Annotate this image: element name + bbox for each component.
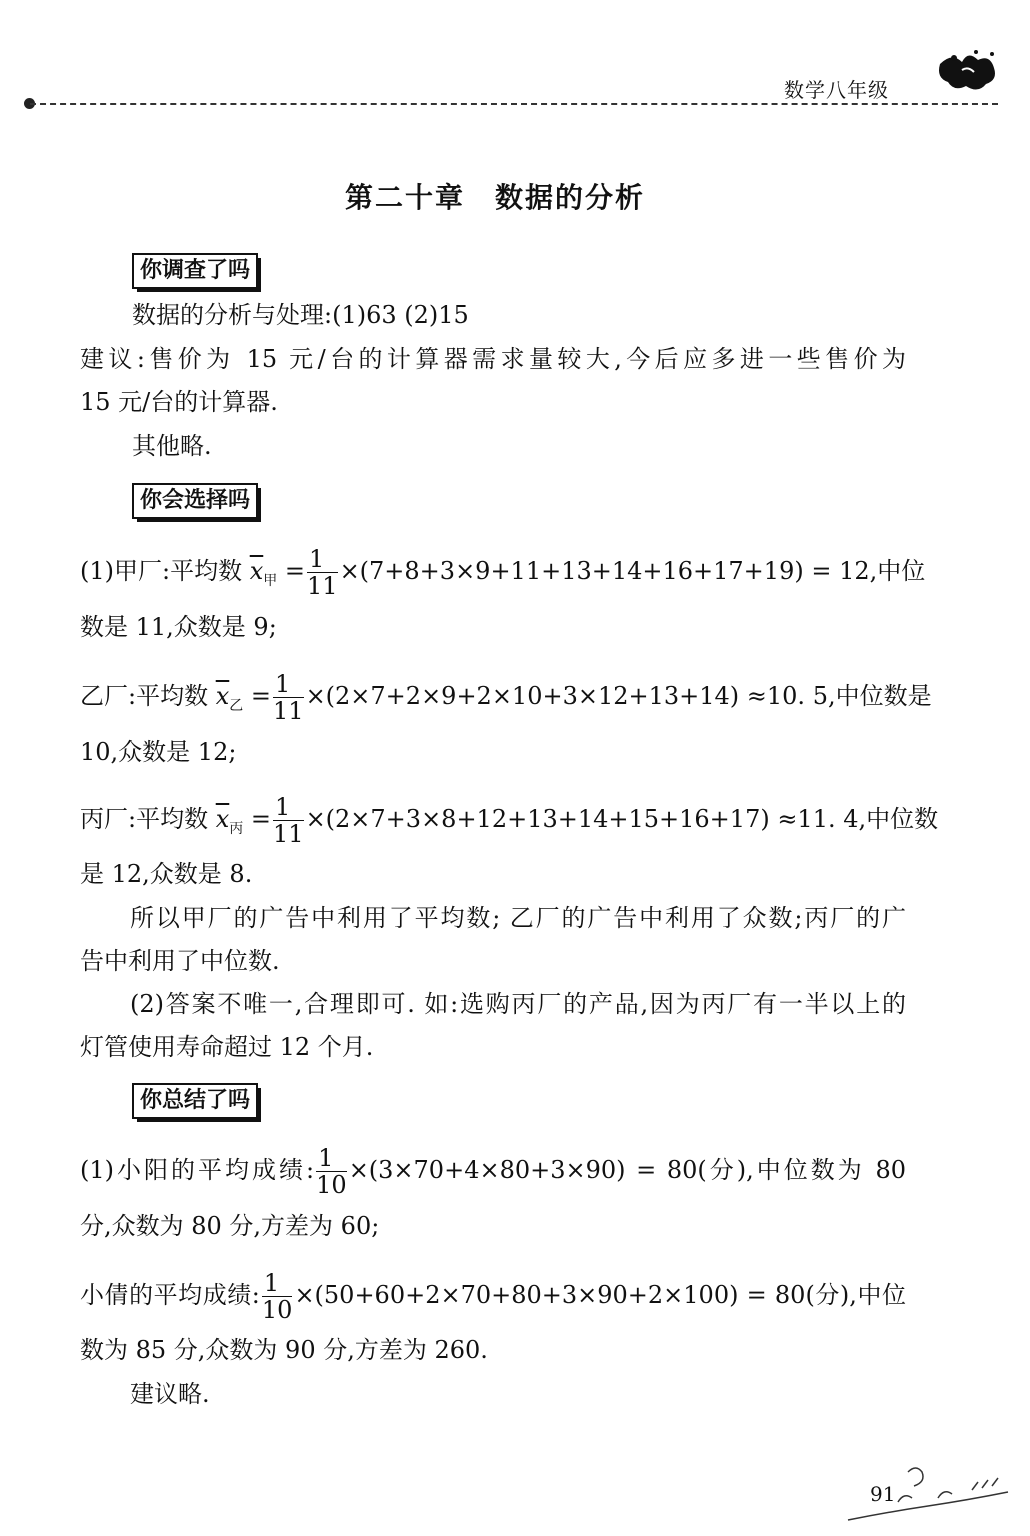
header-ornament-icon (932, 44, 1002, 96)
section-label-summary: 你总结了吗 (132, 1083, 258, 1119)
fraction: $\frac{1}{10}$ (316, 1144, 347, 1199)
s3-end: 建议略. (130, 1380, 210, 1408)
s2-factory-b-line: 乙厂:平均数 $\overline{x}_乙$ = $\frac{1}{11}$ ×(2×7+2×9+2×10+3×12+13+14) ≈10. 5,中位数是 (80, 670, 932, 725)
s2-factory-b-cont: 10,众数是 12; (80, 738, 237, 766)
s2-part2-line2: 灯管使用寿命超过 12 个月. (80, 1033, 374, 1061)
chapter-name: 数据的分析 (495, 181, 646, 214)
s2-factory-a-line: (1)甲厂:平均数 $\overline{x}_甲$ = $\frac{1}{11}$ ×(7+8+3×9+11+13+14+16+17+19) = 12,中位 (80, 545, 926, 600)
s1-line4: 其他略. (132, 432, 212, 460)
s2-factory-c-cont: 是 12,众数是 8. (80, 860, 253, 888)
footer-ornament-icon (838, 1462, 1018, 1532)
page-number: 91 (870, 1482, 896, 1506)
s3-qian-cont: 数为 85 分,众数为 90 分,方差为 260. (80, 1336, 488, 1364)
s1-line1: 数据的分析与处理:(1)63 (2)15 (132, 301, 469, 329)
s3-qian-line: 小倩的平均成绩: $\frac{1}{10}$ ×(50+60+2×70+80+3×90+2×100) = 80(分),中位 (80, 1269, 906, 1324)
fraction: $\frac{1}{11}$ (273, 670, 304, 725)
s2-factory-c-line: 丙厂:平均数 $\overline{x}_丙$ = $\frac{1}{11}$ ×(2×7+3×8+12+13+14+15+16+17) ≈11. 4,中位数 (80, 793, 939, 848)
header-subject: 数学八年级 (784, 78, 889, 102)
s3-yang-line: (1)小阳的平均成绩: $\frac{1}{10}$ ×(3×70+4×80+3×90) = 80(分),中位数为 80 (80, 1144, 906, 1199)
s1-line3: 15 元/台的计算器. (80, 388, 278, 416)
s2-factory-a-cont: 数是 11,众数是 9; (80, 613, 277, 641)
fraction: $\frac{1}{11}$ (307, 545, 338, 600)
section-label-choose: 你会选择吗 (132, 483, 258, 519)
fraction: $\frac{1}{10}$ (261, 1269, 293, 1324)
chapter-title (0, 176, 990, 216)
chapter-number: 第二十章 (344, 181, 465, 214)
section-label-survey: 你调查了吗 (132, 253, 258, 289)
s2-part2-line1: (2)答案不唯一,合理即可. 如:选购丙厂的产品,因为丙厂有一半以上的 (130, 990, 906, 1018)
s2-conclusion-2: 告中利用了中位数. (80, 947, 280, 975)
header-rule (30, 103, 998, 105)
s2-conclusion-1: 所以甲厂的广告中利用了平均数; 乙厂的广告中利用了众数;丙厂的广 (130, 904, 906, 932)
s3-yang-cont: 分,众数为 80 分,方差为 60; (80, 1212, 380, 1240)
fraction: $\frac{1}{11}$ (273, 793, 304, 848)
s1-line2: 建议:售价为 15 元/台的计算器需求量较大,今后应多进一些售价为 (80, 345, 906, 373)
